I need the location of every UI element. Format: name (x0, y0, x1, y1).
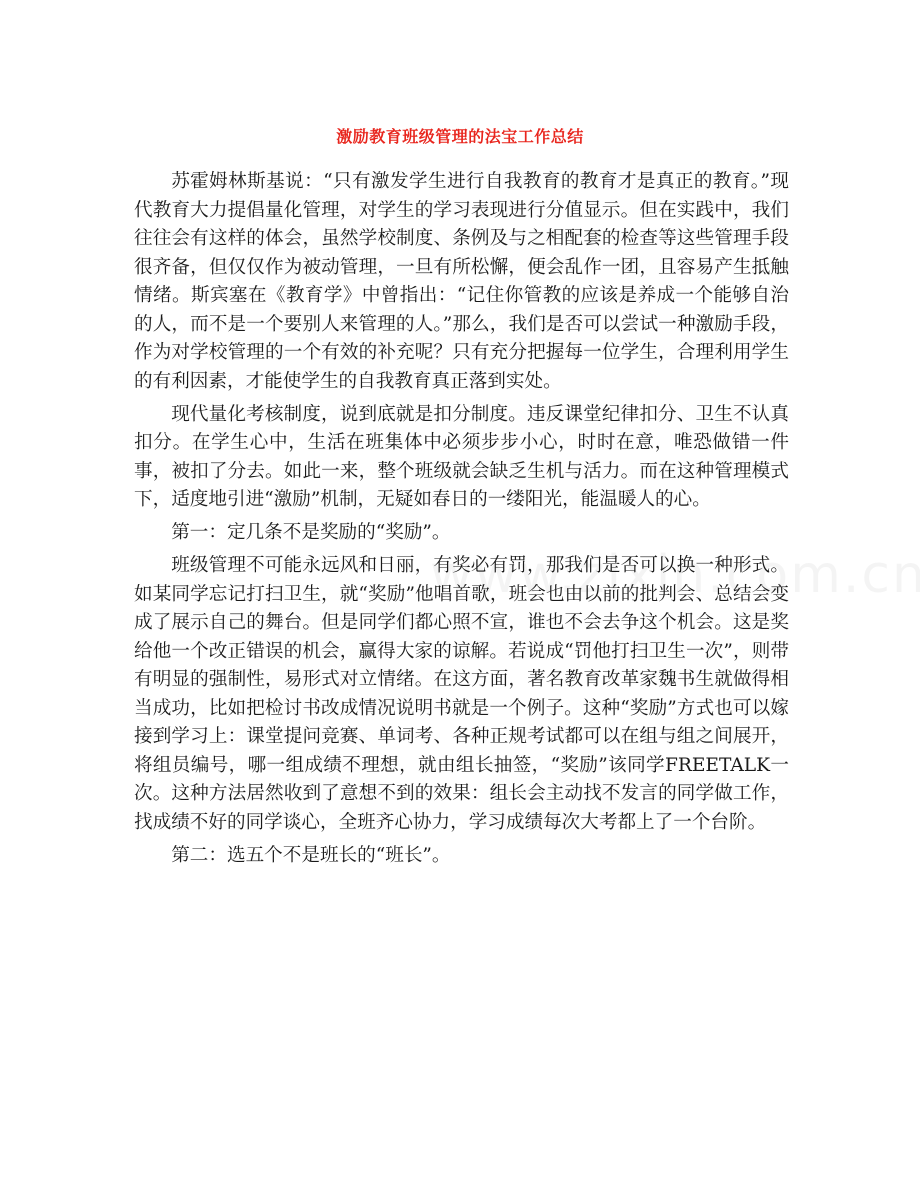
paragraph: 第二：选五个不是班长的“班长”。 (171, 844, 451, 866)
document-body (134, 168, 789, 875)
paragraph: 班级管理不可能永远风和日丽，有奖必有罚，那我们是否可以换一种形式。如某同学忘记打扫卫生，就“奖励”他唱首歌，班会也由以前的批判会、总结会变成了展示自己的舞台。但是同学们都心照不宣，谁也不会去争这个机会。这是奖给他一个改正错误的机会，赢得大家的谅解。若说成“罚他打扫卫生一次”，则带有明显的强制性，易形式对立情绪。在这方面，著名教育改革家魏书生就做得相当成功，比如把检讨书改成情况说明书就是一个例子。这种“奖励”方式也可以嫁接到学习上：课堂提问竞赛、单词考、各种正规考试都可以在组与组之间展开，将组员编号，哪一组成绩不理想，就由组长抽签，“奖励”该同学FREETALK一次。这种方法居然收到了意想不到的效果：组长会主动找不发言的同学做工作，找成绩不好的同学谈心，全班齐心协力，学习成绩每次大考都上了一个台阶。 (134, 555, 789, 833)
document-title: 激励教育班级管理的法宝工作总结 (336, 127, 584, 146)
paragraph: 苏霍姆林斯基说：“只有激发学生进行自我教育的教育才是真正的教育。”现代教育大力提倡量化管理，对学生的学习表现进行分值显示。但在实践中，我们往往会有这样的体会，虽然学校制度、条例及与之相配套的检查等这些管理手段很齐备，但仅仅作为被动管理，一旦有所松懈，便会乱作一团，且容易产生抵触情绪。斯宾塞在《教育学》中曾指出：“记住你管教的应该是养成一个能够自治的人，而不是一个要别人来管理的人。”那么，我们是否可以尝试一种激励手段，作为对学校管理的一个有效的补充呢？只有充分把握每一位学生，合理利用学生的有利因素，才能使学生的自我教育真正落到实处。 (134, 171, 789, 392)
paragraph: 现代量化考核制度，说到底就是扣分制度。违反课堂纪律扣分、卫生不认真扣分。在学生心中，生活在班集体中必须步步小心，时时在意，唯恐做错一件事，被扣了分去。如此一来，整个班级就会缺乏生机与活力。而在这种管理模式下，适度地引进“激励”机制，无疑如春日的一缕阳光，能温暖人的心。 (134, 403, 789, 510)
paragraph: 第一：定几条不是奖励的“奖励”。 (171, 522, 451, 543)
